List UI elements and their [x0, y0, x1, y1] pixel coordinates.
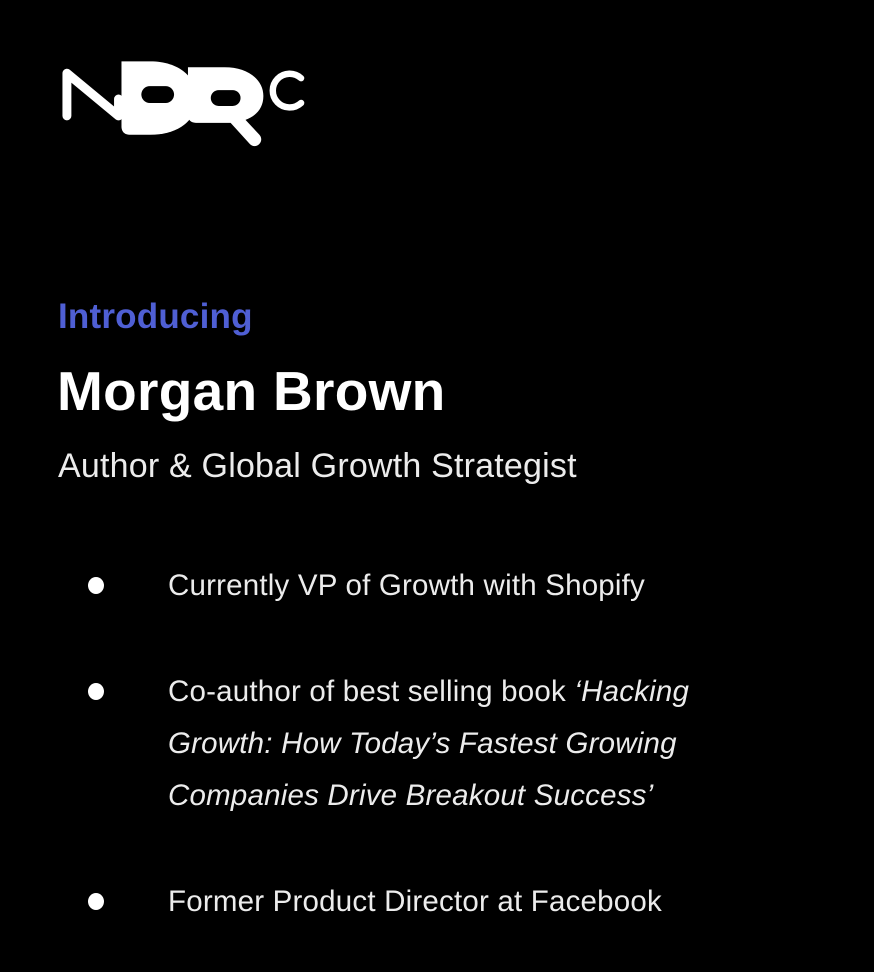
logo-letter-d-counter: [141, 86, 174, 103]
bullet-dot-icon: [88, 683, 104, 700]
list-item-text-italic: ‘Hacking Growth: How Today’s Fastest Growing Companies Drive Breakout Success’: [168, 675, 690, 812]
list-item-text: [168, 666, 798, 822]
eyebrow-label: Introducing: [58, 297, 253, 336]
bullet-dot-icon: [88, 577, 104, 594]
list-item: [58, 666, 798, 822]
logo-letter-c: [273, 74, 301, 108]
logo-text: [0, 0, 1, 1]
list-item-text-normal: Co-author of best selling book: [168, 675, 575, 708]
list-item-text: [168, 876, 798, 928]
logo-letter-n: [67, 73, 119, 116]
list-item-text-normal: Currently VP of Growth with Shopify: [168, 569, 646, 602]
logo-letter-r: [188, 67, 263, 146]
list-item-text-normal: Former Product Director at Facebook: [168, 885, 662, 918]
list-item: [58, 560, 798, 612]
list-item: [58, 876, 798, 928]
ndrc-logo: [56, 57, 310, 147]
list-item-text: [168, 560, 798, 612]
speaker-name-title: Morgan Brown: [57, 360, 446, 422]
bullet-list: [58, 560, 798, 972]
logo-letter-r-counter: [211, 90, 241, 106]
bullet-dot-icon: [88, 893, 104, 910]
speaker-subtitle: Author & Global Growth Strategist: [58, 447, 577, 485]
